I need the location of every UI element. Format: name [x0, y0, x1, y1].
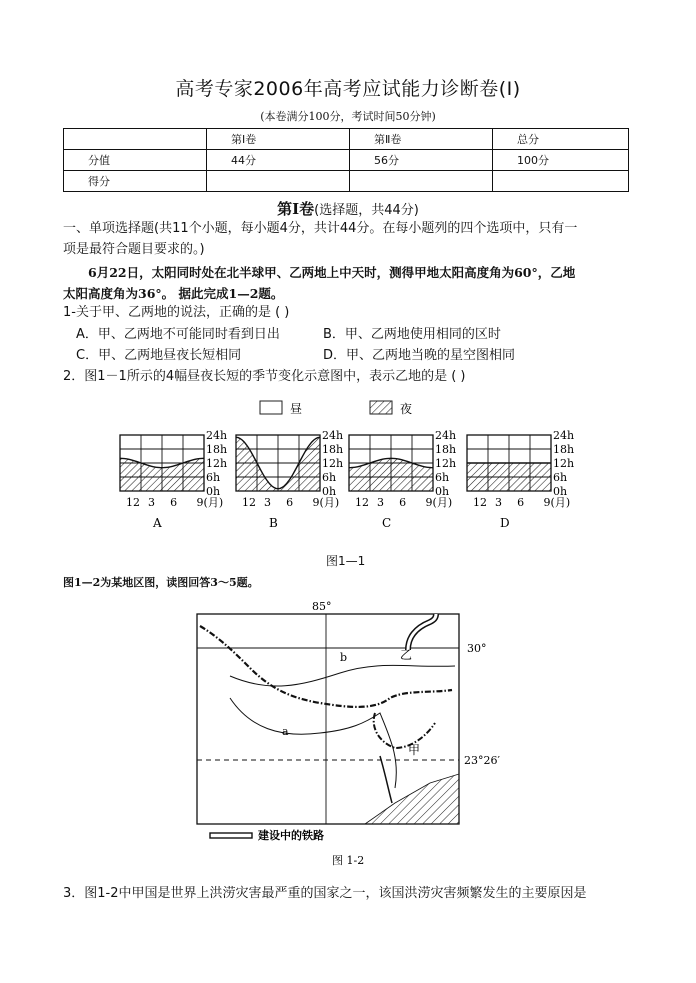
x-tick-label: 6	[399, 496, 407, 509]
page-title: 高考专家2006年高考应试能力诊断卷(Ⅰ)	[175, 78, 521, 100]
chart-panel-A	[120, 429, 227, 530]
y-tick-label: 6h	[322, 471, 337, 484]
y-tick-label: 12h	[435, 457, 457, 470]
question-stem-line2: 太阳高度角为36°。 据此完成1—2题。	[63, 286, 284, 301]
option-1d: D．甲、乙两地当晚的星空图相同	[323, 348, 516, 363]
chart-panel-D	[467, 429, 574, 530]
legend-night-swatch	[370, 401, 392, 414]
y-tick-label: 0h	[322, 485, 337, 498]
question-1: 1-关于甲、乙两地的说法，正确的是 ( )	[63, 305, 290, 320]
table-row	[64, 150, 629, 171]
panels-group	[120, 429, 574, 530]
chart-panel-C	[349, 429, 456, 530]
question-stem-line1: 6月22日，太阳同时处在北半球甲、乙两地上中天时，测得甲地太阳高度角为60°，乙地	[88, 265, 576, 280]
table-cell: 第Ⅰ卷	[207, 129, 350, 150]
y-tick-label: 6h	[553, 471, 568, 484]
y-tick-label: 18h	[206, 443, 228, 456]
x-tick-label: 3	[264, 496, 272, 509]
panel-label-C: C	[382, 516, 392, 530]
x-tick-label: 12	[355, 496, 369, 509]
legend-night-label: 夜	[400, 402, 413, 416]
y-tick-label: 18h	[435, 443, 457, 456]
table-cell	[207, 171, 350, 192]
panel-label-D: D	[500, 516, 510, 530]
x-tick-label: 6	[517, 496, 525, 509]
y-tick-label: 24h	[553, 429, 575, 442]
section-heading	[0, 198, 696, 219]
table-cell: 得分	[64, 171, 207, 192]
table-cell: 第Ⅱ卷	[350, 129, 493, 150]
table-cell	[64, 129, 207, 150]
y-tick-label: 0h	[553, 485, 568, 498]
x-tick-label: 12	[242, 496, 256, 509]
figure-1-1-caption: 图1—1	[326, 554, 366, 568]
y-tick-label: 0h	[435, 485, 450, 498]
y-tick-label: 18h	[553, 443, 575, 456]
figure-1-2-caption: 图 1-2	[332, 854, 365, 867]
y-tick-label: 12h	[322, 457, 344, 470]
table-cell: 总分	[493, 129, 629, 150]
x-tick-label: 12	[126, 496, 140, 509]
figure-1-1	[100, 395, 600, 545]
table-cell: 56分	[350, 150, 493, 171]
x-tick-label: 6	[170, 496, 178, 509]
option-1b: B．甲、乙两地使用相同的区时	[323, 327, 501, 342]
x-tick-label: 9(月)	[196, 496, 224, 509]
x-tick-label: 9(月)	[312, 496, 340, 509]
rail-legend-label: 建设中的铁路	[258, 829, 324, 842]
label-yi: 乙	[400, 648, 413, 662]
table-header-row	[64, 129, 629, 150]
y-tick-label: 24h	[435, 429, 457, 442]
table-row	[64, 171, 629, 192]
legend-day-swatch	[260, 401, 282, 414]
x-tick-label: 6	[286, 496, 294, 509]
option-1c: C．甲、乙两地昼夜长短相同	[76, 348, 242, 363]
x-tick-label: 9(月)	[425, 496, 453, 509]
y-tick-label: 0h	[206, 485, 221, 498]
y-tick-label: 24h	[206, 429, 228, 442]
x-tick-label: 12	[473, 496, 487, 509]
y-tick-label: 18h	[322, 443, 344, 456]
label-b: b	[340, 651, 348, 664]
section-note: (选择题，共44分)	[314, 203, 419, 218]
legend-day-label: 昼	[290, 402, 303, 416]
instructions-line1: 一、单项选择题(共11个小题，每小题4分，共计44分。在每小题列的四个选项中，只有一	[63, 221, 578, 236]
score-table	[63, 128, 629, 192]
y-tick-label: 12h	[553, 457, 575, 470]
section-title: 第Ⅰ卷	[277, 200, 315, 218]
x-tick-label: 3	[495, 496, 503, 509]
rail-legend-swatch	[210, 833, 252, 838]
y-tick-label: 12h	[206, 457, 228, 470]
map-intro: 图1—2为某地区图，读图回答3～5题。	[63, 576, 259, 589]
y-tick-label: 6h	[206, 471, 221, 484]
table-cell	[350, 171, 493, 192]
table-cell: 100分	[493, 150, 629, 171]
x-tick-label: 9(月)	[543, 496, 571, 509]
chart-panel-B	[236, 429, 343, 530]
lat-tropic-label: 23°26′	[464, 754, 500, 767]
exam-subtitle: (本卷满分100分，考试时间50分钟)	[260, 110, 436, 123]
option-1a: A．甲、乙两地不可能同时看到日出	[76, 327, 280, 342]
question-3: 3．图1-2中甲国是世界上洪涝灾害最严重的国家之一，该国洪涝灾害频繁发生的主要原因是	[63, 886, 587, 901]
label-a: a	[282, 725, 289, 738]
question-2: 2．图1－1所示的4幅昼夜长短的季节变化示意图中，表示乙地的是 ( )	[63, 369, 466, 384]
table-cell: 分值	[64, 150, 207, 171]
instructions-line2: 项是最符合题目要求的。)	[63, 242, 205, 257]
table-cell	[493, 171, 629, 192]
figure-1-2-map	[190, 598, 520, 870]
y-tick-label: 6h	[435, 471, 450, 484]
x-tick-label: 3	[377, 496, 385, 509]
x-tick-label: 3	[148, 496, 156, 509]
label-jia: 甲	[408, 743, 421, 757]
lon-label: 85°	[312, 600, 332, 613]
table-cell: 44分	[207, 150, 350, 171]
panel-label-A: A	[153, 516, 162, 530]
y-tick-label: 24h	[322, 429, 344, 442]
lat-top-label: 30°	[467, 642, 487, 655]
panel-label-B: B	[269, 516, 278, 530]
